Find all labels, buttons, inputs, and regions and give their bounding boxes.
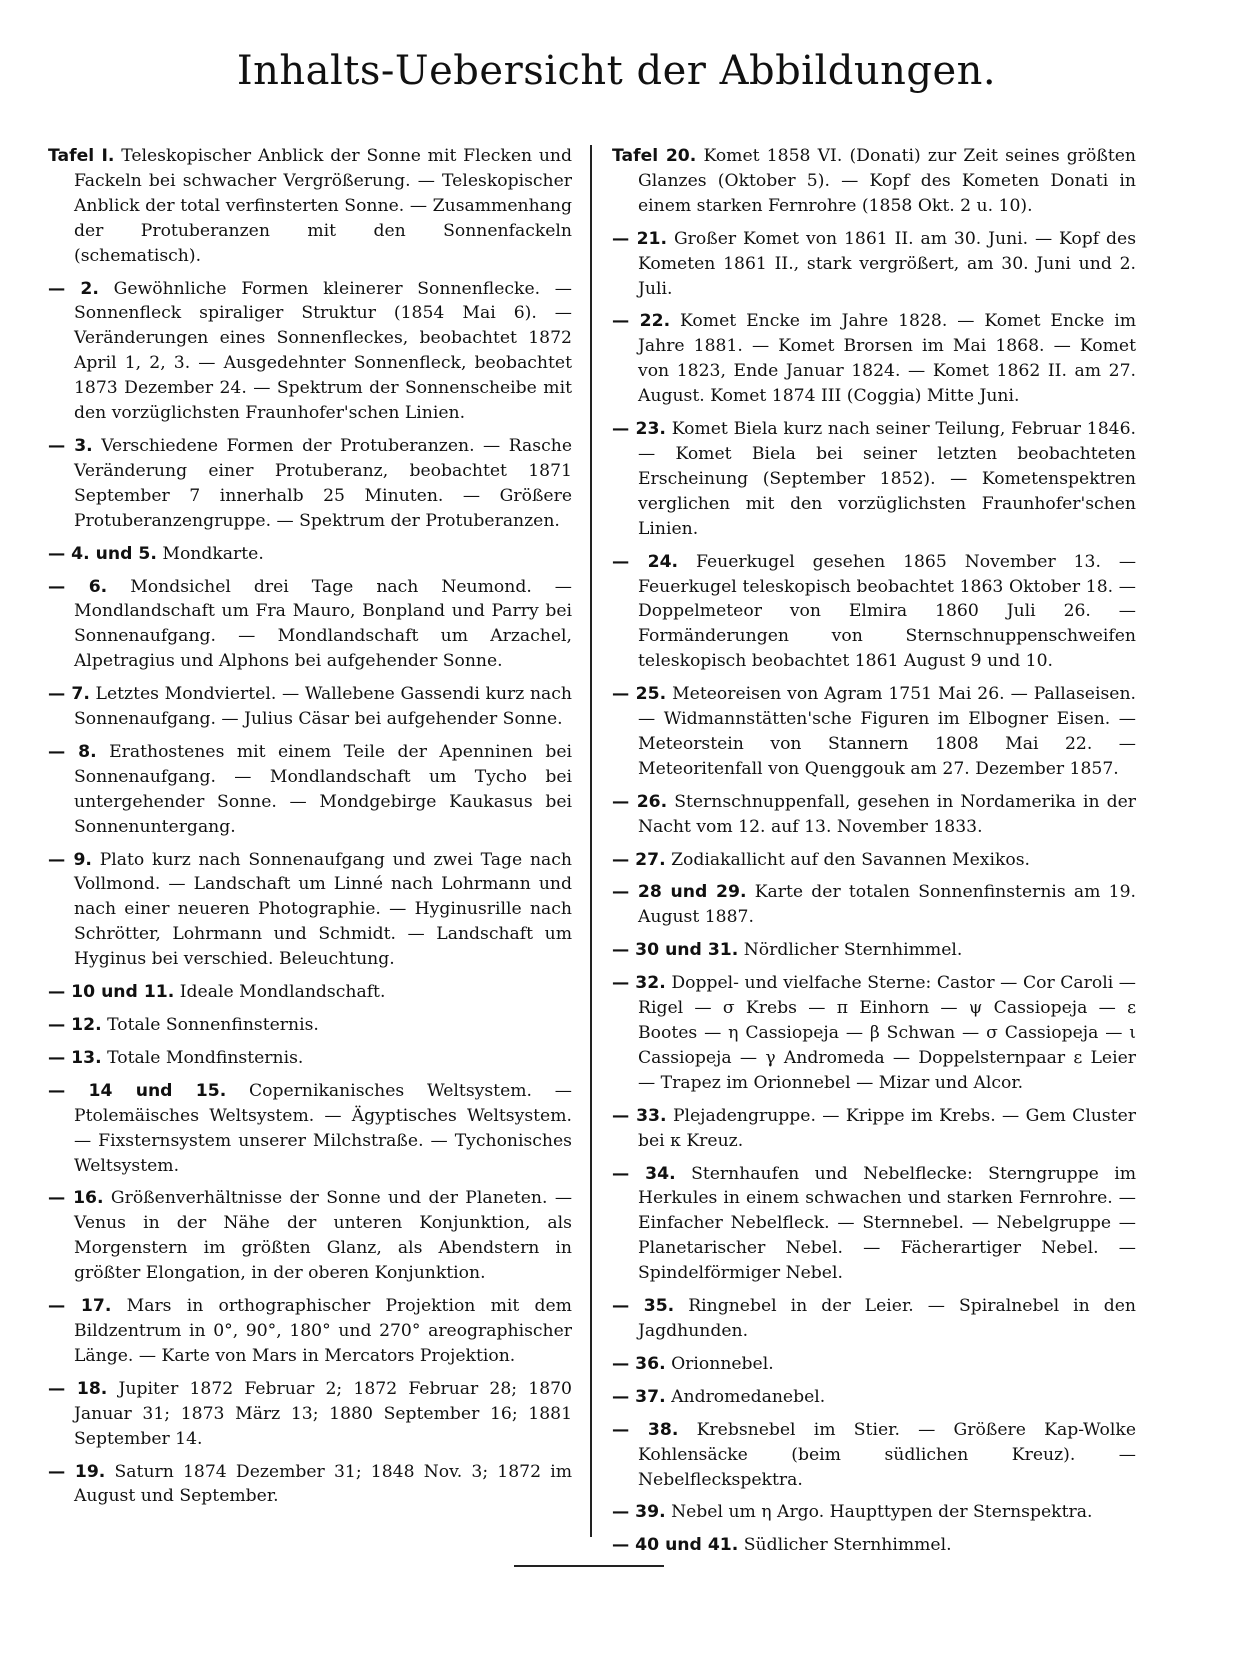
plate-number: — 35. [612,1296,675,1317]
plate-number: — 37. [612,1386,666,1407]
plate-description: Komet Biela kurz nach seiner Teilung, Februar 1846. — Komet Biela bei seiner letzten beobachteten Erscheinung (September 1852). — Kometenspektren verglichen mit den vorzüglichsten Fraunhofer'schen Linien. [638,419,1136,539]
plate-number: — 30 und 31. [612,940,739,961]
plate-description: Nördlicher Sternhimmel. [743,940,963,961]
bottom-divider [514,1565,664,1567]
list-item [48,1046,572,1071]
plate-number: — 17. [48,1296,112,1317]
list-item [48,575,572,675]
list-item [48,682,572,732]
list-item [612,1385,1136,1410]
list-item [612,417,1136,542]
plate-number: — 26. [612,791,668,812]
list-item [48,980,572,1005]
plate-description: Teleskopischer Anblick der Sonne mit Flecken und Fackeln bei schwacher Vergrößerung. — Teleskopischer Anblick der total verfinsterten Sonne. — Zusammenhang der Protuberanzen mit den Sonnenfackeln (schematisch). [74,146,572,266]
plate-description: Mondkarte. [162,543,264,564]
plate-number: — 8. [48,741,97,762]
list-item [48,1186,572,1286]
list-item [48,277,572,426]
plate-number: — 34. [612,1163,676,1184]
list-item [48,144,572,269]
plate-number: — 40 und 41. [612,1535,739,1556]
plate-description: Feuerkugel gesehen 1865 November 13. — Feuerkugel teleskopisch beobachtet 1863 Oktober 18. — Doppelmeteor von Elmira 1860 Juli 26. — Formänderungen von Sternschnuppenschweifen teleskopisch beobachtet 1861 August 9 und 10. [638,551,1137,672]
plate-description: Copernikanisches Weltsystem. — Ptolemäisches Weltsystem. — Ägyptisches Weltsystem. — Fixsternsystem unserer Milchstraße. — Tychonisches Weltsystem. [74,1080,572,1176]
plate-number: — 18. [48,1378,108,1399]
plate-number: — 36. [612,1353,666,1374]
plate-description: Karte der totalen Sonnenfinsternis am 19. August 1887. [638,882,1137,928]
plate-description: Mondsichel drei Tage nach Neumond. — Mondlandschaft um Fra Mauro, Bonpland und Parry bei Sonnenaufgang. — Mondlandschaft um Arzachel, Alpetragius und Alphons bei aufgehender Sonne. [74,576,572,672]
plate-description: Sternschnuppenfall, gesehen in Nordamerika in der Nacht vom 12. auf 13. November 1833. [638,791,1137,837]
plate-description: Totale Mondfinsternis. [107,1047,304,1068]
plate-number: — 3. [48,435,93,456]
list-item [612,1500,1136,1525]
plate-number: — 14 und 15. [48,1080,227,1101]
list-item [48,1377,572,1452]
plate-number: Tafel 20. [612,146,697,166]
list-item [612,1162,1136,1287]
plate-number: — 6. [48,576,108,597]
plate-number: — 2. [48,278,99,299]
list-item [612,1533,1136,1558]
list-item [612,971,1136,1096]
plate-description: Komet Encke im Jahre 1828. — Komet Encke im Jahre 1881. — Komet Brorsen im Mai 1868. — Komet von 1823, Ende Januar 1824. — Komet 1862 II. am 27. August. Komet 1874 III (Coggia) Mitte Juni. [638,311,1136,407]
plate-description: Größenverhältnisse der Sonne und der Planeten. — Venus in der Nähe der unteren Konjunktion, als Morgenstern im größten Glanz, als Abendstern in größter Elongation, in der oberen Konjunktion. [74,1188,573,1284]
list-item [48,1013,572,1038]
list-item [612,848,1136,873]
list-item [48,542,572,567]
list-item [48,848,572,973]
plate-description: Mars in orthographischer Projektion mit dem Bildzentrum in 0°, 90°, 180° und 270° areographischer Länge. — Karte von Mars in Mercators Projektion. [74,1296,572,1366]
plate-number: — 23. [612,419,666,440]
plate-number: — 9. [48,849,92,870]
plate-description: Plejadengruppe. — Krippe im Krebs. — Gem Cluster bei κ Kreuz. [638,1105,1137,1151]
plate-description: Verschiedene Formen der Protuberanzen. — Rasche Veränderung einer Protuberanz, beobachtet 1871 September 7 innerhalb 25 Minuten. — Größere Protuberanzengruppe. — Spektrum der Protuberanzen. [74,435,572,531]
plate-number: — 38. [612,1419,679,1440]
list-item [612,1352,1136,1377]
plate-description: Erathostenes mit einem Teile der Apenninen bei Sonnenaufgang. — Mondlandschaft um Tycho bei untergehender Sonne. — Mondgebirge Kaukasus bei Sonnenuntergang. [74,741,572,837]
list-item [612,144,1136,219]
plate-description: Totale Sonnenfinsternis. [107,1015,319,1035]
plate-description: Sternhaufen und Nebelflecke: Sterngruppe im Herkules in einem schwachen und starken Fernrohre. — Einfacher Nebelfleck. — Sternnebel. — Nebelgruppe — Planetarischer Nebel. — Fächerartiger Nebel. — Spindelförmiger Nebel. [638,1163,1137,1284]
plate-description: Ringnebel in der Leier. — Spiralnebel in den Jagdhunden. [638,1296,1136,1341]
plate-number: — 32. [612,973,666,994]
plate-description: Nebel um η Argo. Haupttypen der Sternspektra. [671,1502,1093,1523]
list-item [48,1294,572,1369]
plate-number: Tafel I. [48,146,115,166]
plate-description: Andromedanebel. [671,1386,826,1407]
list-item [612,880,1136,930]
plate-description: Gewöhnliche Formen kleinerer Sonnenflecke. — Sonnenfleck spiraliger Struktur (1854 Mai 6). — Veränderungen eines Sonnenfleckes, beobachtet 1872 April 1, 2, 3. — Ausgedehnter Sonnenfleck, beobachtet 1873 Dezember 24. — Spektrum der Sonnenscheibe mit den vorzüglichsten Fraunhofer'schen Linien. [74,278,572,424]
plate-description: Südlicher Sternhimmel. [743,1535,952,1556]
plate-description: Plato kurz nach Sonnenaufgang und zwei Tage nach Vollmond. — Landschaft um Linné nach Lohrmann und nach einer neueren Photographie. — Hyginusrille nach Schrötter, Lohrmann und Schmidt. — Landschaft um Hyginus bei verschied. Beleuchtung. [74,849,572,970]
list-item [612,938,1136,963]
column-divider [590,145,592,1537]
plate-number: — 19. [48,1461,106,1482]
plate-description: Ideale Mondlandschaft. [179,982,386,1003]
left-column [48,144,572,1517]
plate-number: — 10 und 11. [48,982,175,1003]
plate-number: — 21. [612,228,668,249]
plate-description: Krebsnebel im Stier. — Größere Kap-Wolke Kohlensäcke (beim südlichen Kreuz). — Nebelfleckspektra. [638,1419,1136,1490]
plate-number: — 4. und 5. [48,543,157,564]
plate-description: Jupiter 1872 Februar 2; 1872 Februar 28; 1870 Januar 31; 1873 März 13; 1880 September 16; 1881 September 14. [74,1378,572,1449]
plate-number: — 13. [48,1047,102,1068]
plate-description: Letztes Mondviertel. — Wallebene Gassendi kurz nach Sonnenaufgang. — Julius Cäsar bei aufgehender Sonne. [74,684,572,730]
list-item [612,1294,1136,1344]
list-item [48,740,572,840]
plate-number: — 24. [612,551,679,572]
list-item [612,682,1136,782]
plate-number: — 7. [48,684,90,705]
list-item [612,790,1136,840]
list-item [48,434,572,534]
plate-number: — 25. [612,684,667,705]
plate-description: Saturn 1874 Dezember 31; 1848 Nov. 3; 1872 im August und September. [74,1461,573,1507]
plate-description: Orionnebel. [671,1353,774,1374]
list-item [612,227,1136,302]
list-item [612,1418,1136,1493]
plate-number: — 16. [48,1188,104,1209]
plate-number: — 39. [612,1502,666,1523]
plate-description: Großer Komet von 1861 II. am 30. Juni. — Kopf des Kometen 1861 II., stark vergrößert, am 30. Juni und 2. Juli. [638,228,1137,299]
right-column [612,144,1136,1566]
plate-description: Meteoreisen von Agram 1751 Mai 26. — Pallaseisen. — Widmannstätten'sche Figuren im Elbogner Eisen. — Meteorstein von Stannern 1808 Mai 22. — Meteoritenfall von Quenggouk am 27. Dezember 1857. [638,684,1137,779]
plate-description: Zodiakallicht auf den Savannen Mexikos. [671,849,1031,870]
list-item [612,1104,1136,1154]
list-item [48,1079,572,1179]
list-item [612,550,1136,675]
plate-number: — 12. [48,1015,102,1035]
plate-number: — 22. [612,311,671,332]
plate-description: Komet 1858 VI. (Donati) zur Zeit seines größten Glanzes (Oktober 5). — Kopf des Kometen Donati in einem starken Fernrohre (1858 Okt. 2 u. 10). [638,146,1137,216]
plate-number: — 33. [612,1105,667,1126]
list-item [612,309,1136,409]
list-item [48,1460,572,1510]
plate-number: — 28 und 29. [612,882,747,903]
plate-number: — 27. [612,849,666,870]
plate-description: Doppel- und vielfache Sterne: Castor — Cor Caroli — Rigel — σ Krebs — π Einhorn — ψ Cassiopeja — ε Bootes — η Cassiopeja — β Schwan — σ Cassiopeja — ι Cassiopeja — γ Andromeda — Doppelsternpaar ε Leier — Trapez im Orionnebel — Mizar und Alcor. [638,973,1136,1093]
page-title: Inhalts-Uebersicht der Abbildungen. [236,48,997,94]
